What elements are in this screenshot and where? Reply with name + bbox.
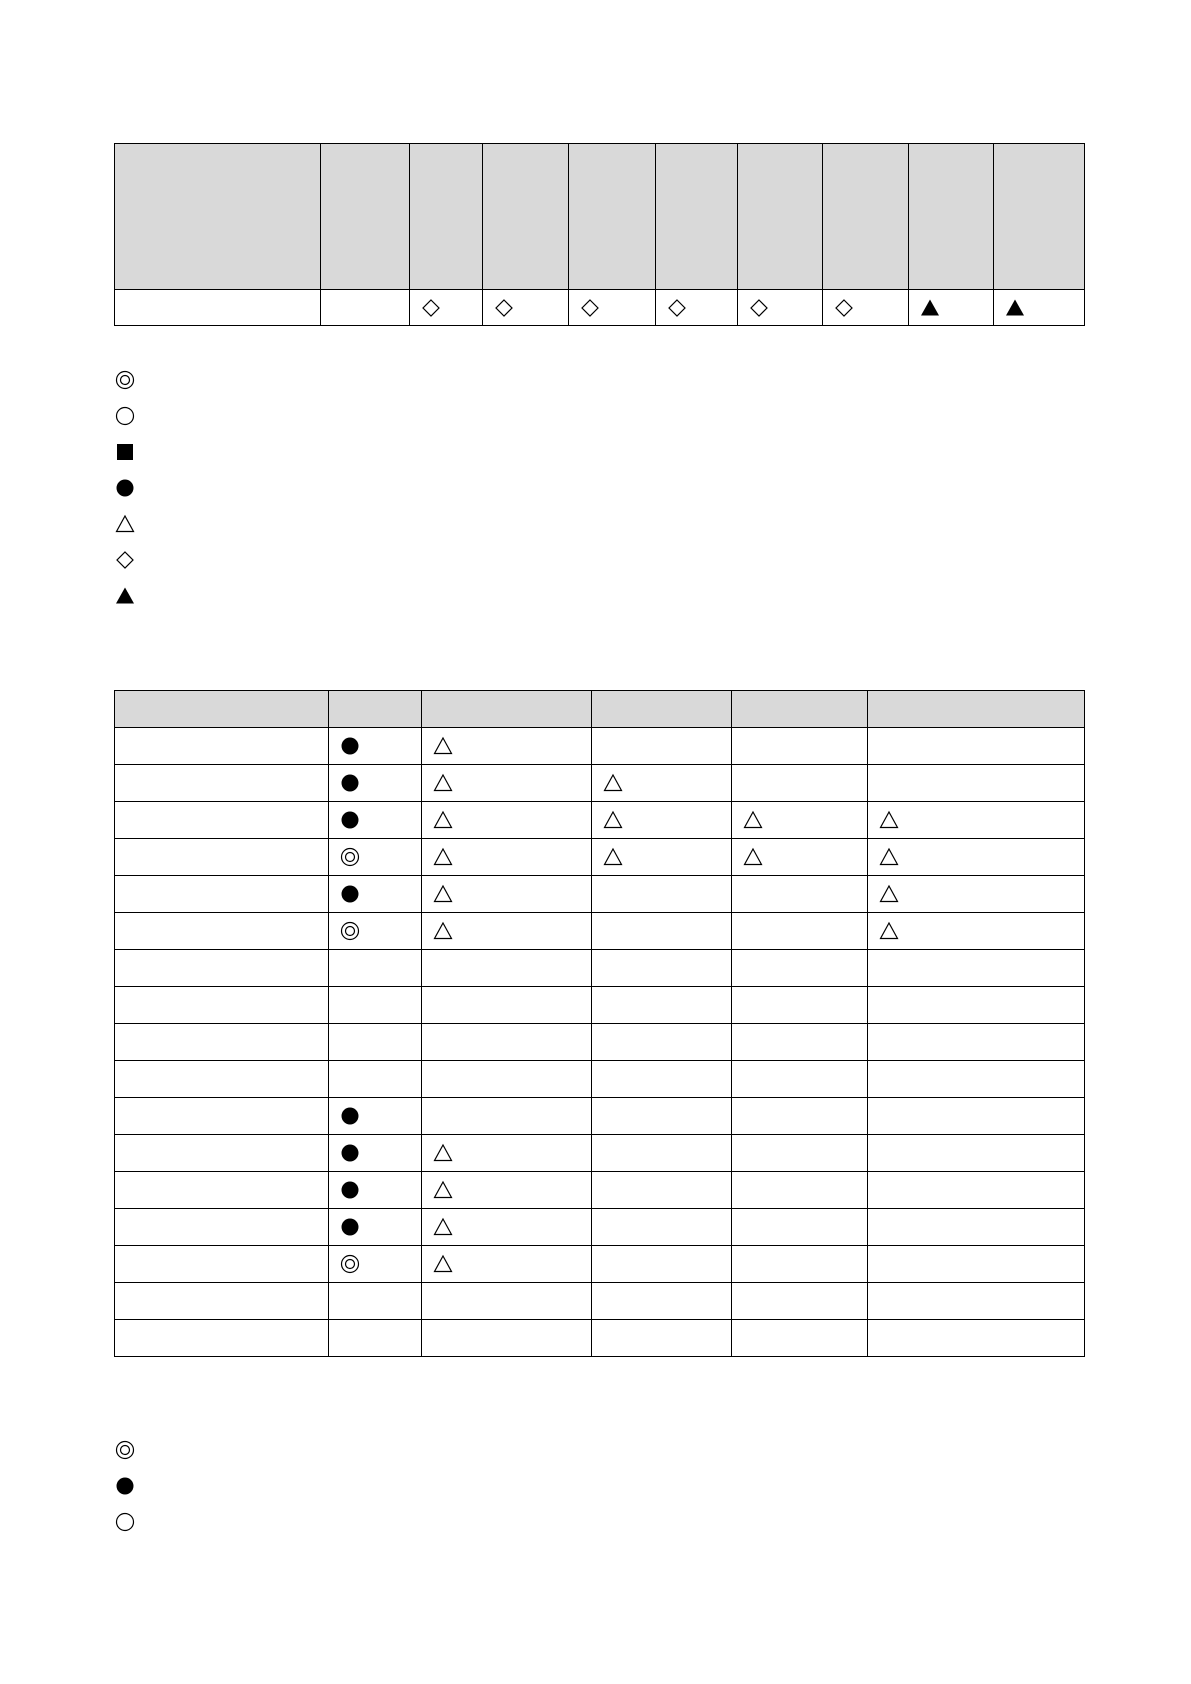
table-cell — [592, 1283, 732, 1320]
table-cell — [732, 913, 868, 950]
open-triangle-icon — [878, 846, 900, 868]
table-cell — [732, 1246, 868, 1283]
table-cell — [422, 987, 592, 1024]
table-row — [115, 1024, 1085, 1061]
double-circle-icon — [114, 369, 136, 391]
filled-circle-icon — [339, 1142, 361, 1164]
table-row — [115, 1209, 1085, 1246]
header-cell — [738, 144, 823, 290]
open-triangle-icon — [432, 1253, 454, 1275]
table-cell — [868, 987, 1085, 1024]
table-cell — [329, 1172, 422, 1209]
table-cell — [115, 1246, 329, 1283]
table-cell — [115, 950, 329, 987]
filled-circle-icon — [339, 809, 361, 831]
table-cell — [115, 1283, 329, 1320]
legend-item — [114, 542, 136, 578]
legend-item — [114, 506, 136, 542]
table-row — [115, 802, 1085, 839]
table-cell — [868, 1172, 1085, 1209]
table-cell — [115, 987, 329, 1024]
table-cell — [732, 1098, 868, 1135]
table-row — [115, 290, 1085, 326]
header-cell — [868, 691, 1085, 728]
filled-triangle-icon — [114, 585, 136, 607]
open-triangle-icon — [114, 513, 136, 535]
table-cell — [422, 1024, 592, 1061]
table-cell — [115, 728, 329, 765]
table-cell — [422, 765, 592, 802]
open-triangle-icon — [878, 920, 900, 942]
symbol-matrix-table-top — [114, 143, 1085, 326]
open-triangle-icon — [432, 772, 454, 794]
table-cell — [592, 950, 732, 987]
open-diamond-icon — [748, 297, 770, 319]
header-cell — [115, 144, 321, 290]
table-cell — [868, 1061, 1085, 1098]
table-cell — [732, 765, 868, 802]
table-cell — [329, 728, 422, 765]
open-triangle-icon — [432, 809, 454, 831]
open-diamond-icon — [579, 297, 601, 319]
table-cell — [592, 1246, 732, 1283]
table-cell — [329, 802, 422, 839]
table-cell — [422, 950, 592, 987]
table-cell — [422, 913, 592, 950]
double-circle-icon — [339, 920, 361, 942]
table-cell — [592, 728, 732, 765]
filled-circle-icon — [114, 477, 136, 499]
table-cell — [115, 1098, 329, 1135]
table-cell — [115, 1320, 329, 1357]
symbol-legend-bottom — [114, 1432, 136, 1540]
filled-circle-icon — [339, 735, 361, 757]
filled-circle-icon — [339, 1179, 361, 1201]
symbol-legend-top — [114, 362, 136, 614]
table-cell — [329, 1098, 422, 1135]
table-cell — [994, 290, 1085, 326]
table-cell — [115, 290, 321, 326]
header-cell — [592, 691, 732, 728]
table-cell — [868, 950, 1085, 987]
table-cell — [732, 839, 868, 876]
table-cell — [422, 1098, 592, 1135]
header-cell — [656, 144, 738, 290]
table-cell — [909, 290, 994, 326]
table-cell — [868, 765, 1085, 802]
table-cell — [868, 1024, 1085, 1061]
table-row — [115, 1320, 1085, 1357]
filled-circle-icon — [114, 1475, 136, 1497]
table-row — [115, 876, 1085, 913]
open-diamond-icon — [420, 297, 442, 319]
table-cell — [592, 1024, 732, 1061]
table-cell — [823, 290, 909, 326]
table-cell — [329, 1209, 422, 1246]
table-cell — [329, 1320, 422, 1357]
table-cell — [592, 765, 732, 802]
open-triangle-icon — [432, 1216, 454, 1238]
table-cell — [732, 802, 868, 839]
filled-triangle-icon — [1004, 297, 1026, 319]
double-circle-icon — [114, 1439, 136, 1461]
table-row — [115, 839, 1085, 876]
table-cell — [410, 290, 483, 326]
filled-triangle-icon — [919, 297, 941, 319]
table-cell — [732, 1024, 868, 1061]
table-cell — [592, 876, 732, 913]
table-cell — [422, 1246, 592, 1283]
legend-item — [114, 398, 136, 434]
table-cell — [868, 876, 1085, 913]
table-cell — [868, 1098, 1085, 1135]
table-cell — [868, 1135, 1085, 1172]
filled-circle-icon — [339, 772, 361, 794]
table-cell — [592, 913, 732, 950]
legend-item — [114, 1432, 136, 1468]
open-triangle-icon — [742, 809, 764, 831]
legend-item — [114, 1504, 136, 1540]
table-row — [115, 1061, 1085, 1098]
open-triangle-icon — [432, 1179, 454, 1201]
open-triangle-icon — [878, 883, 900, 905]
table-cell — [422, 1283, 592, 1320]
open-triangle-icon — [432, 920, 454, 942]
table-cell — [422, 1135, 592, 1172]
open-diamond-icon — [493, 297, 515, 319]
table-cell — [329, 765, 422, 802]
table-cell — [868, 802, 1085, 839]
table-cell — [868, 1320, 1085, 1357]
table-cell — [422, 1172, 592, 1209]
open-triangle-icon — [432, 846, 454, 868]
table-cell — [422, 802, 592, 839]
table-cell — [115, 765, 329, 802]
table-row — [115, 1246, 1085, 1283]
table-cell — [592, 1098, 732, 1135]
table-cell — [592, 839, 732, 876]
table-cell — [592, 1135, 732, 1172]
header-cell — [422, 691, 592, 728]
table-cell — [732, 1061, 868, 1098]
table-header-row — [115, 144, 1085, 290]
table-row — [115, 913, 1085, 950]
table-cell — [732, 1172, 868, 1209]
table-cell — [115, 1061, 329, 1098]
filled-square-icon — [114, 441, 136, 463]
table-header-row — [115, 691, 1085, 728]
table-cell — [422, 1061, 592, 1098]
open-triangle-icon — [432, 883, 454, 905]
header-cell — [321, 144, 410, 290]
table-cell — [868, 839, 1085, 876]
table-cell — [592, 1209, 732, 1246]
table-cell — [329, 1135, 422, 1172]
table-row — [115, 1135, 1085, 1172]
table-cell — [732, 1135, 868, 1172]
open-triangle-icon — [602, 772, 624, 794]
header-cell — [115, 691, 329, 728]
filled-circle-icon — [339, 883, 361, 905]
header-cell — [329, 691, 422, 728]
table-cell — [732, 1283, 868, 1320]
open-triangle-icon — [878, 809, 900, 831]
table-cell — [592, 802, 732, 839]
table-cell — [422, 839, 592, 876]
table-cell — [569, 290, 656, 326]
open-triangle-icon — [602, 809, 624, 831]
legend-item — [114, 1468, 136, 1504]
table-cell — [732, 1209, 868, 1246]
table-cell — [115, 1024, 329, 1061]
table-cell — [329, 1024, 422, 1061]
table-cell — [732, 1320, 868, 1357]
table-cell — [732, 876, 868, 913]
table-row — [115, 987, 1085, 1024]
header-cell — [823, 144, 909, 290]
table-cell — [329, 913, 422, 950]
table-cell — [115, 913, 329, 950]
open-triangle-icon — [742, 846, 764, 868]
double-circle-icon — [339, 846, 361, 868]
symbol-matrix-table-bottom — [114, 690, 1085, 1357]
table-cell — [592, 1320, 732, 1357]
table-cell — [592, 987, 732, 1024]
table-cell — [115, 1172, 329, 1209]
open-triangle-icon — [432, 735, 454, 757]
table-cell — [868, 728, 1085, 765]
legend-item — [114, 434, 136, 470]
table-row — [115, 765, 1085, 802]
table-cell — [329, 950, 422, 987]
table-row — [115, 1172, 1085, 1209]
filled-circle-icon — [339, 1216, 361, 1238]
table-cell — [868, 1209, 1085, 1246]
table-cell — [115, 1209, 329, 1246]
table-cell — [329, 1283, 422, 1320]
open-diamond-icon — [114, 549, 136, 571]
table-cell — [868, 1283, 1085, 1320]
table-cell — [422, 1320, 592, 1357]
table-cell — [592, 1061, 732, 1098]
table-cell — [329, 1246, 422, 1283]
table-cell — [115, 876, 329, 913]
table-cell — [656, 290, 738, 326]
double-circle-icon — [339, 1253, 361, 1275]
open-triangle-icon — [432, 1142, 454, 1164]
table-cell — [329, 1061, 422, 1098]
open-circle-icon — [114, 1511, 136, 1533]
header-cell — [410, 144, 483, 290]
table-cell — [115, 802, 329, 839]
open-circle-icon — [114, 405, 136, 427]
open-triangle-icon — [602, 846, 624, 868]
table-cell — [115, 839, 329, 876]
table-cell — [329, 839, 422, 876]
table-cell — [422, 728, 592, 765]
table-cell — [868, 1246, 1085, 1283]
table-row — [115, 950, 1085, 987]
legend-item — [114, 578, 136, 614]
table-cell — [868, 913, 1085, 950]
table-cell — [321, 290, 410, 326]
table-cell — [483, 290, 569, 326]
table-cell — [115, 1135, 329, 1172]
open-diamond-icon — [833, 297, 855, 319]
legend-item — [114, 470, 136, 506]
table-row — [115, 1098, 1085, 1135]
table-cell — [422, 876, 592, 913]
table-cell — [329, 876, 422, 913]
filled-circle-icon — [339, 1105, 361, 1127]
header-cell — [994, 144, 1085, 290]
table-cell — [732, 728, 868, 765]
open-diamond-icon — [666, 297, 688, 319]
table-row — [115, 728, 1085, 765]
header-cell — [732, 691, 868, 728]
table-cell — [592, 1172, 732, 1209]
table-cell — [329, 987, 422, 1024]
table-cell — [732, 987, 868, 1024]
header-cell — [483, 144, 569, 290]
legend-item — [114, 362, 136, 398]
table-cell — [422, 1209, 592, 1246]
table-cell — [738, 290, 823, 326]
header-cell — [569, 144, 656, 290]
header-cell — [909, 144, 994, 290]
table-cell — [732, 950, 868, 987]
table-row — [115, 1283, 1085, 1320]
